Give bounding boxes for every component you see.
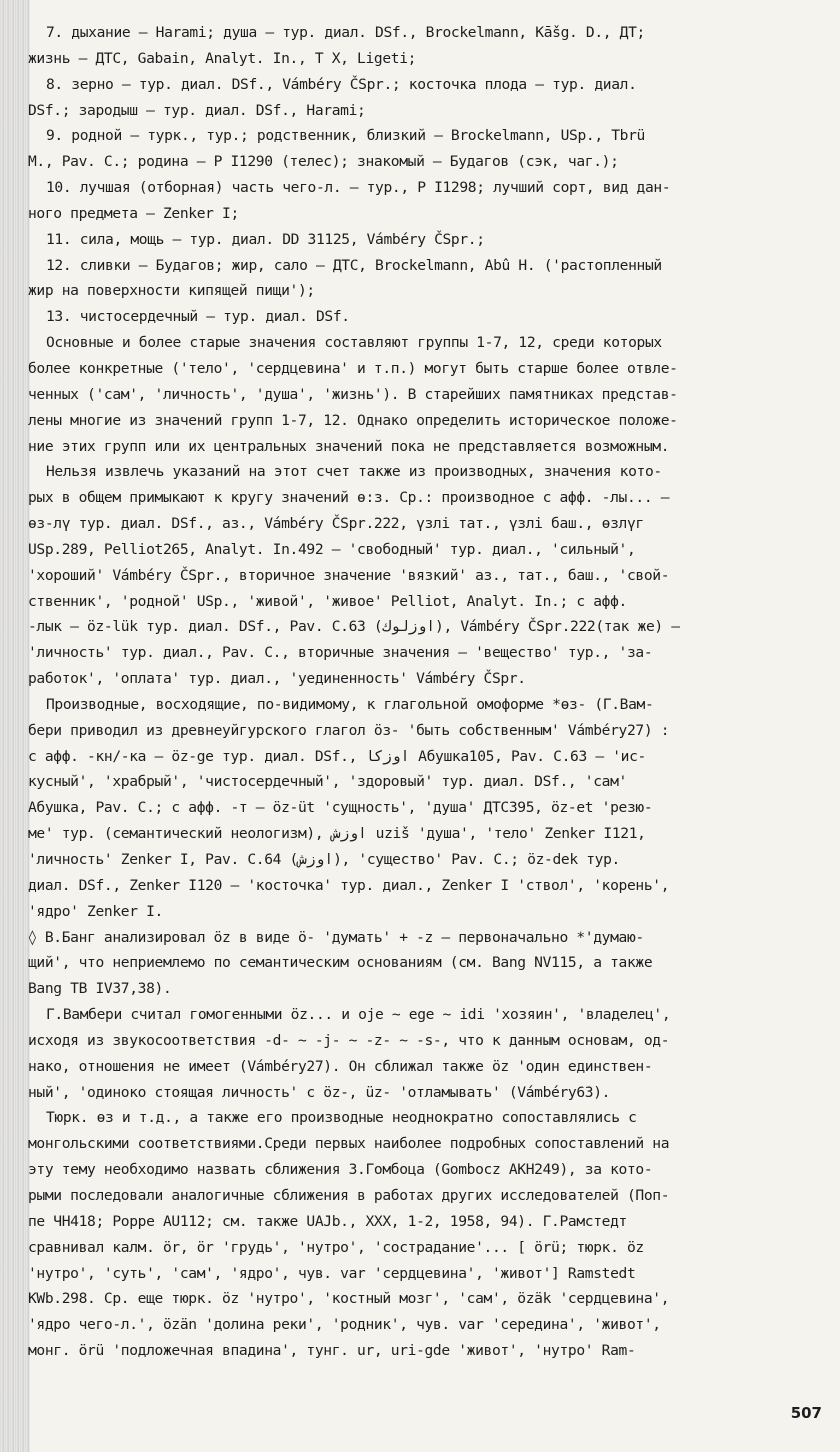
text-line: 12. сливки – Будагов; жир, сало – ДТС, Brockelmann, Abû H. ('растопленный xyxy=(46,256,662,274)
text-line: работок', 'оплата' тур. диал., 'уединенность' Vámbéry ČSpr. xyxy=(28,670,526,688)
text-line: ного предмета – Zenker I; xyxy=(28,204,239,222)
text-line: кусный', 'храбрый', 'чистосердечный', 'здоровый' тур. диал. DSf., 'сам' xyxy=(28,773,627,791)
text-line: щий', что неприемлемо по семантическим основаниям (см. Bang NV115, а также xyxy=(28,954,653,972)
text-line: ме' тур. (семантический неологизм), اوزش uziš 'душа', 'тело' Zenker I121, xyxy=(28,825,646,843)
text-line: 10. лучшая (отборная) часть чего-л. – тур., Р I1298; лучший сорт, вид дан- xyxy=(46,179,671,197)
text-line: DSf.; зародыш – тур. диал. DSf., Harami; xyxy=(28,101,366,119)
text-line: жир на поверхности кипящей пищи'); xyxy=(28,282,315,300)
text-line: монг. örü 'подложечная впадина', тунг. ur, uri-gde 'живот', 'нутро' Ram- xyxy=(28,1342,636,1360)
text-line: монгольскими соответствиями.Среди первых наиболее подробных сопоставлений на xyxy=(28,1135,670,1153)
text-line: 8. зерно – тур. диал. DSf., Vámbéry ČSpr.; косточка плода – тур. диал. xyxy=(46,75,637,93)
text-line: ный', 'одиноко стоящая личность' с öz-, üz- 'отламывать' (Vámbéry63). xyxy=(28,1083,611,1101)
text-line: рых в общем примыкают к кругу значений ө:з. Ср.: производное с афф. -лы... – xyxy=(28,489,670,507)
text-line: Основные и более старые значения составляют группы 1-7, 12, среди которых xyxy=(46,334,662,352)
text-line: 'ядро чего-л.', özän 'долина реки', 'родник', чув. var 'середина', 'живот', xyxy=(28,1316,661,1334)
text-line: Производные, восходящие, по-видимому, к глагольной омоформе *өз- (Г.Вам- xyxy=(46,695,654,713)
text-line: эту тему необходимо назвать сближения З.Гомбоца (Gombocz AKH249), за кото- xyxy=(28,1161,653,1179)
text-line: исходя из звукосоответствия -d- ~ -j- ~ -z- ~ -s-, что к данным основам, од- xyxy=(28,1031,670,1049)
text-line: с афф. -кн/-ка – öz-ge тур. диал. DSf., اوزكا Абушка105, Pav. C.63 – 'ис- xyxy=(28,747,646,765)
text-line: 'ядро' Zenker I. xyxy=(28,902,163,920)
text-line: 'нутро', 'суть', 'сам', 'ядро', чув. var 'сердцевина', 'живот'] Ramstedt xyxy=(28,1264,636,1282)
scan-edge-shadow xyxy=(0,0,30,1452)
text-line: Нельзя извлечь указаний на этот счет также из производных, значения кото- xyxy=(46,463,662,481)
text-line: USp.289, Pelliot265, Analyt. In.492 – 'свободный' тур. диал., 'сильный', xyxy=(28,540,636,558)
document-text xyxy=(28,20,832,1364)
text-line: жизнь – ДТС, Gabain, Analyt. In., Т X, Ligeti; xyxy=(28,49,417,67)
text-line: ченных ('сам', 'личность', 'душа', 'жизнь'). В старейших памятниках представ- xyxy=(28,385,678,403)
text-line: ственник', 'родной' USp., 'живой', 'живое' Pelliot, Analyt. In.; с афф. xyxy=(28,592,627,610)
text-line: пе ЧН418; Poppe AU112; см. также UAJb., XXX, 1-2, 1958, 94). Г.Рамстедт xyxy=(28,1212,627,1230)
text-line: 'личность' тур. диал., Pav. C., вторичные значения – 'вещество' тур., 'за- xyxy=(28,644,653,662)
text-line: Тюрк. өз и т.д., а также его производные неоднократно сопоставлялись с xyxy=(46,1109,637,1127)
text-line: Bang TB IV37,38). xyxy=(28,980,172,998)
text-line: бери приводил из древнеуйгурского глагол öз- 'быть собственным' Vámbéry27) : xyxy=(28,721,670,739)
text-line: 9. родной – турк., тур.; родственник, близкий – Brockelmann, USp., Tbrü xyxy=(46,127,645,145)
text-line: KWb.298. Ср. еще тюрк. öz 'нутро', 'костный мозг', 'сам', özäk 'сердцевина', xyxy=(28,1290,670,1308)
text-line: 7. дыхание – Harami; душа – тур. диал. DSf., Brockelmann, Kāšg. D., ДТ; xyxy=(46,24,645,41)
text-line: более конкретные ('тело', 'сердцевина' и т.п.) могут быть старше более отвле- xyxy=(28,359,678,377)
text-line: -лык – öz-lük тур. диал. DSf., Pav. C.63 (اوزلوك), Vámbéry ČSpr.222(так же) – xyxy=(28,618,680,636)
text-line: 'хороший' Vámbéry ČSpr., вторичное значение 'вязкий' аз., тат., баш., 'свой- xyxy=(28,566,670,584)
text-line: нако, отношения не имеет (Vámbéry27). Он сближал также öz 'один единствен- xyxy=(28,1057,653,1075)
text-line: сравнивал калм. ör, ör 'грудь', 'нутро', 'сострадание'... [ örü; тюрк. öz xyxy=(28,1238,644,1256)
text-line: рыми последовали аналогичные сближения в работах других исследователей (Поп- xyxy=(28,1186,670,1204)
text-line: ◊ В.Банг анализировал öz в виде ö- 'думать' + -z – первоначально *'думаю- xyxy=(28,928,644,946)
text-line: Абушка, Pav. C.; с афф. -т – öz-üt 'сущность', 'душа' ДТС395, öz-et 'резю- xyxy=(28,799,653,817)
text-line: ние этих групп или их центральных значений пока не представляется возможным. xyxy=(28,437,670,455)
text-line: лены многие из значений групп 1-7, 12. Однако определить историческое положе- xyxy=(28,411,678,429)
text-line: 13. чистосердечный – тур. диал. DSf. xyxy=(46,308,350,326)
page-number: 507 xyxy=(790,1404,822,1422)
text-line: 11. сила, мощь – тур. диал. DD 31125, Vámbéry ČSpr.; xyxy=(46,230,485,248)
text-line: диал. DSf., Zenker I120 – 'косточка' тур. диал., Zenker I 'ствол', 'корень', xyxy=(28,876,670,894)
text-line: M., Pav. C.; родина – Р I1290 (телес); знакомый – Будагов (сэк, чаг.); xyxy=(28,153,619,171)
text-line: Г.Вамбери считал гомогенными öz... и oje ~ ege ~ idi 'хозяин', 'владелец', xyxy=(46,1006,671,1024)
text-line: өз-лү тур. диал. DSf., аз., Vámbéry ČSpr.222, үзлі тат., үзлі баш., өзлүг xyxy=(28,515,644,533)
text-line: 'личность' Zenker I, Pav. C.64 (اوزش), 'существо' Pav. C.; öz-dek тур. xyxy=(28,851,620,868)
